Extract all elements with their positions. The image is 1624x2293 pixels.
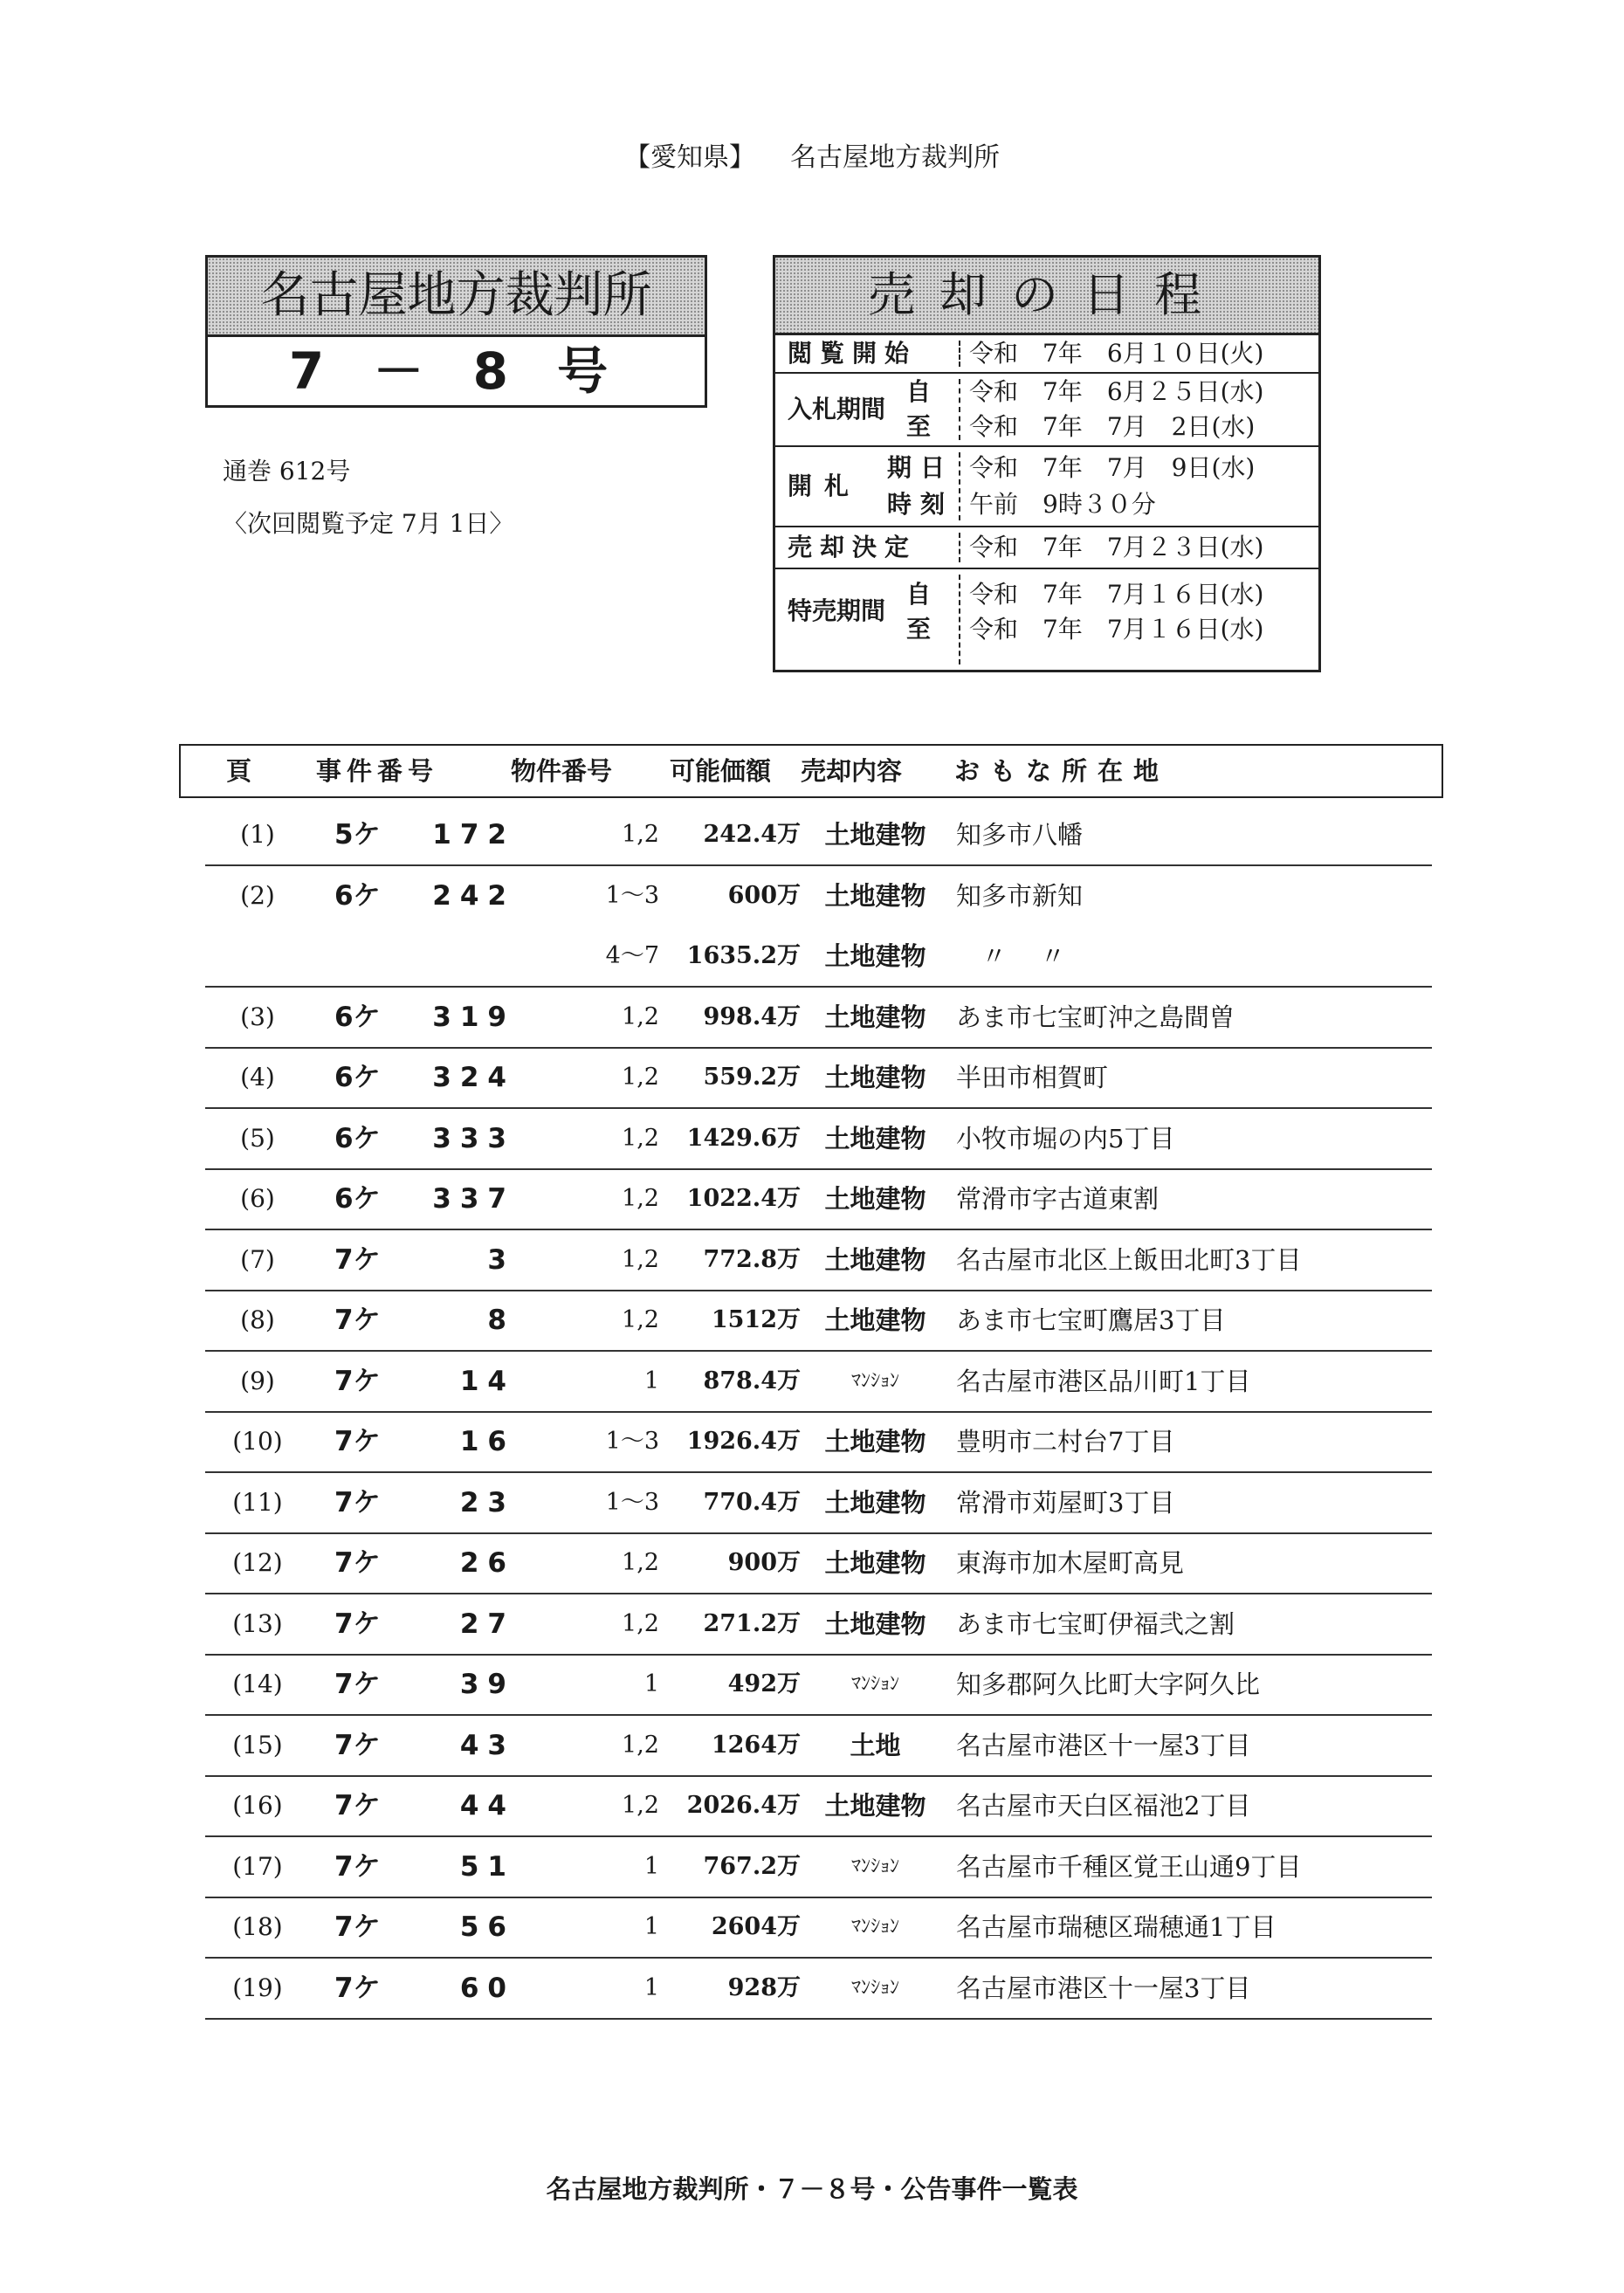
row-price: 1429.6万 <box>686 1125 801 1152</box>
row-case-number: 333 <box>432 1123 515 1154</box>
row-sale-content: 土地建物 <box>824 1791 926 1821</box>
row-sale-content: 土地建物 <box>824 1124 926 1153</box>
schedule-row-opening <box>775 447 1318 527</box>
opening-date: 令和 7年 7月 9日(水) <box>969 453 1256 482</box>
row-sale-content: ﾏﾝｼｮﾝ <box>850 1916 899 1938</box>
row-sale-content: ﾏﾝｼｮﾝ <box>850 1977 899 1999</box>
row-page: (3) <box>240 1002 275 1031</box>
row-case-number: 43 <box>459 1730 515 1761</box>
row-item-number: 1,2 <box>622 1549 659 1576</box>
row-page: (18) <box>232 1912 283 1941</box>
sale-decision-date: 令和 7年 7月２３日(水) <box>969 533 1264 561</box>
table-row <box>205 1352 1432 1413</box>
row-price: 878.4万 <box>703 1367 801 1394</box>
row-item-number: 1,2 <box>622 1306 659 1333</box>
row-location: 名古屋市千種区覚王山通9丁目 <box>956 1852 1302 1882</box>
row-price: 900万 <box>727 1549 801 1576</box>
table-row <box>205 1473 1432 1534</box>
row-case-year: 7ケ <box>334 1911 381 1943</box>
row-location: 知多市八幡 <box>956 820 1084 850</box>
schedule-row-view-start <box>775 335 1318 374</box>
court-name: 名古屋地方裁判所 <box>208 258 705 337</box>
row-case-year: 7ケ <box>334 1608 381 1640</box>
from-label: 自 <box>906 377 932 406</box>
table-row <box>205 1109 1432 1170</box>
row-item-number: 1,2 <box>622 1246 659 1273</box>
row-case-year: 5ケ <box>334 819 381 850</box>
row-item-number: 1 <box>643 1974 659 2001</box>
row-location: 名古屋市瑞穂区瑞穂通1丁目 <box>956 1912 1276 1942</box>
row-price: 600万 <box>727 882 801 909</box>
row-page: (16) <box>232 1791 283 1820</box>
row-location: あま市七宝町沖之島間曽 <box>956 1002 1235 1032</box>
table-row <box>205 866 1432 927</box>
special-sale-to: 令和 7年 7月１６日(水) <box>969 615 1264 644</box>
sale-schedule-box <box>773 255 1321 672</box>
row-case-year: 6ケ <box>334 1183 381 1215</box>
table-row <box>205 988 1432 1049</box>
row-item-number: 1,2 <box>622 1125 659 1152</box>
row-sale-content: 土地建物 <box>824 1609 926 1639</box>
bid-period-from: 令和 7年 6月２５日(水) <box>969 377 1264 406</box>
row-price: 242.4万 <box>703 821 801 848</box>
row-page: (2) <box>240 881 275 910</box>
row-case-number: 337 <box>432 1183 515 1215</box>
header-sale-content: 売却内容 <box>801 756 903 786</box>
prefecture-label: 【愛知県】 <box>624 142 755 173</box>
row-page: (14) <box>232 1670 283 1698</box>
row-item-number: 1 <box>643 1670 659 1697</box>
schedule-label: 売却決定 <box>788 533 918 561</box>
row-page: (11) <box>232 1488 283 1517</box>
row-case-number: 242 <box>432 880 515 912</box>
row-case-number: 23 <box>459 1487 515 1518</box>
from-label: 自 <box>906 580 932 609</box>
row-item-number: 1〜3 <box>605 882 659 909</box>
row-item-number: 1,2 <box>622 1792 659 1819</box>
schedule-row-bid-period <box>775 374 1318 447</box>
row-case-year: 7ケ <box>334 1851 381 1883</box>
row-case-number: 39 <box>459 1669 515 1700</box>
row-case-number: 44 <box>459 1790 515 1821</box>
row-case-year: 7ケ <box>334 1244 381 1276</box>
table-row <box>205 1048 1432 1109</box>
row-price: 1926.4万 <box>686 1428 801 1455</box>
row-page: (9) <box>240 1367 275 1395</box>
row-case-number: 3 <box>487 1244 515 1276</box>
row-price: 2026.4万 <box>686 1792 801 1819</box>
row-case-number: 172 <box>432 819 515 850</box>
table-row <box>205 1291 1432 1352</box>
row-price: 1022.4万 <box>686 1185 801 1212</box>
table-row <box>205 1169 1432 1230</box>
row-sale-content: 土地建物 <box>824 881 926 911</box>
next-viewing-date: 〈次回閲覧予定 7月 1日〉 <box>223 509 514 538</box>
row-case-year: 6ケ <box>334 1002 381 1033</box>
table-row <box>205 1837 1432 1898</box>
row-item-number: 1,2 <box>622 821 659 848</box>
row-sale-content: ﾏﾝｼｮﾝ <box>850 1673 899 1695</box>
row-case-number: 324 <box>432 1062 515 1093</box>
row-price: 998.4万 <box>703 1003 801 1030</box>
row-case-year: 7ケ <box>334 1669 381 1700</box>
court-issue-box <box>205 255 707 408</box>
row-location: 名古屋市北区上飯田北町3丁目 <box>956 1245 1302 1275</box>
row-location: 知多郡阿久比町大字阿久比 <box>956 1670 1261 1699</box>
table-header <box>179 744 1443 798</box>
row-location: 常滑市苅屋町3丁目 <box>956 1488 1175 1518</box>
date-label: 期日 <box>887 453 954 482</box>
row-sale-content: 土地 <box>850 1731 901 1760</box>
row-location: 知多市新知 <box>956 881 1084 911</box>
row-sale-content: 土地建物 <box>824 820 926 850</box>
row-sale-content: ﾏﾝｼｮﾝ <box>850 1856 899 1877</box>
row-case-number: 14 <box>459 1366 515 1397</box>
row-location: あま市七宝町鷹居3丁目 <box>956 1305 1226 1335</box>
header-item-number: 物件番号 <box>511 756 613 786</box>
row-location: あま市七宝町伊福弐之割 <box>956 1609 1235 1639</box>
row-case-year: 7ケ <box>334 1547 381 1579</box>
row-case-year: 7ケ <box>334 1730 381 1761</box>
row-page: (7) <box>240 1245 275 1274</box>
row-sale-content: ﾏﾝｼｮﾝ <box>850 1370 899 1392</box>
row-location: 半田市相賀町 <box>956 1063 1109 1092</box>
row-sale-content: 土地建物 <box>824 1305 926 1335</box>
header-page: 頁 <box>226 756 252 786</box>
row-case-number: 319 <box>432 1002 515 1033</box>
row-case-number: 56 <box>459 1911 515 1943</box>
court-label: 名古屋地方裁判所 <box>790 142 1000 173</box>
row-page: (15) <box>232 1731 283 1759</box>
time-label: 時刻 <box>887 490 954 519</box>
row-case-number: 8 <box>487 1305 515 1336</box>
row-page: (19) <box>232 1973 283 2002</box>
table-row <box>205 926 1432 988</box>
row-case-year: 6ケ <box>334 1123 381 1154</box>
schedule-row-sale-decision <box>775 527 1318 569</box>
issue-number: 7 － 8 号 <box>288 341 624 401</box>
document-header <box>0 135 1624 174</box>
row-price: 2604万 <box>711 1913 801 1940</box>
row-item-number: 1,2 <box>622 1185 659 1212</box>
schedule-row-special-sale <box>775 569 1318 670</box>
row-item-number: 1 <box>643 1367 659 1394</box>
row-case-year: 7ケ <box>334 1973 381 2004</box>
row-item-number: 4〜7 <box>605 942 659 969</box>
table-row <box>205 1655 1432 1716</box>
row-page: (13) <box>232 1609 283 1638</box>
table-row <box>205 1776 1432 1837</box>
schedule-title: 売却の日程 <box>775 258 1318 335</box>
table-row <box>205 1230 1432 1291</box>
row-page: (4) <box>240 1063 275 1091</box>
row-case-number: 27 <box>459 1608 515 1640</box>
row-page: (10) <box>232 1427 283 1456</box>
schedule-label: 閲覧開始 <box>788 339 918 368</box>
schedule-value: 令和 7年 6月１０日(火) <box>969 339 1264 368</box>
row-case-year: 6ケ <box>334 880 381 912</box>
row-page: (1) <box>240 820 275 849</box>
row-case-year: 7ケ <box>334 1487 381 1518</box>
row-case-year: 6ケ <box>334 1062 381 1093</box>
volume-number: 通巻 612号 <box>223 457 351 485</box>
table-row <box>205 1959 1432 2020</box>
row-price: 1264万 <box>711 1732 801 1759</box>
row-item-number: 1,2 <box>622 1064 659 1091</box>
row-item-number: 1 <box>643 1913 659 1940</box>
row-price: 1512万 <box>711 1306 801 1333</box>
row-sale-content: 土地建物 <box>824 1245 926 1275</box>
row-sale-content: 土地建物 <box>824 1063 926 1092</box>
row-item-number: 1,2 <box>622 1610 659 1637</box>
bid-period-to: 令和 7年 7月 2日(水) <box>969 412 1256 441</box>
row-sale-content: 土地建物 <box>824 941 926 971</box>
row-page: (5) <box>240 1124 275 1153</box>
table-row <box>205 1594 1432 1656</box>
row-price: 1635.2万 <box>686 942 801 969</box>
row-location: 〃 〃 <box>956 941 1066 971</box>
row-price: 271.2万 <box>703 1610 801 1637</box>
row-page: (12) <box>232 1548 283 1577</box>
row-item-number: 1 <box>643 1853 659 1880</box>
row-sale-content: 土地建物 <box>824 1488 926 1518</box>
row-price: 559.2万 <box>703 1064 801 1091</box>
header-case-number: 事件番号 <box>316 756 439 786</box>
special-sale-from: 令和 7年 7月１６日(水) <box>969 580 1264 609</box>
row-case-number: 16 <box>459 1426 515 1457</box>
row-sale-content: 土地建物 <box>824 1184 926 1214</box>
row-page: (8) <box>240 1305 275 1334</box>
row-page: (17) <box>232 1852 283 1881</box>
row-sale-content: 土地建物 <box>824 1427 926 1456</box>
row-price: 767.2万 <box>703 1853 801 1880</box>
row-case-number: 60 <box>459 1973 515 2004</box>
row-price: 492万 <box>727 1670 801 1697</box>
row-price: 928万 <box>727 1974 801 2001</box>
row-location: 豊明市二村台7丁目 <box>956 1427 1175 1456</box>
opening-time: 午前 9時３０分 <box>969 490 1156 519</box>
header-location: おもな所在地 <box>954 756 1170 786</box>
row-item-number: 1〜3 <box>605 1428 659 1455</box>
row-sale-content: 土地建物 <box>824 1548 926 1578</box>
row-location: 名古屋市港区品川町1丁目 <box>956 1367 1251 1396</box>
row-item-number: 1,2 <box>622 1732 659 1759</box>
table-row <box>205 1533 1432 1594</box>
table-row <box>205 1412 1432 1473</box>
row-case-number: 51 <box>459 1851 515 1883</box>
table-row <box>205 805 1432 866</box>
table-row <box>205 1716 1432 1777</box>
row-price: 770.4万 <box>703 1489 801 1516</box>
row-case-number: 26 <box>459 1547 515 1579</box>
row-item-number: 1〜3 <box>605 1489 659 1516</box>
row-sale-content: 土地建物 <box>824 1002 926 1032</box>
row-location: 常滑市字古道東割 <box>956 1184 1160 1214</box>
row-case-year: 7ケ <box>334 1366 381 1397</box>
row-page: (6) <box>240 1184 275 1213</box>
row-price: 772.8万 <box>703 1246 801 1273</box>
row-location: 小牧市堀の内5丁目 <box>956 1124 1175 1153</box>
row-case-year: 7ケ <box>334 1305 381 1336</box>
row-location: 東海市加木屋町高見 <box>956 1548 1185 1578</box>
header-price: 可能価額 <box>670 756 772 786</box>
table-row <box>205 1897 1432 1959</box>
row-location: 名古屋市港区十一屋3丁目 <box>956 1731 1251 1760</box>
row-case-year: 7ケ <box>334 1790 381 1821</box>
row-case-year: 7ケ <box>334 1426 381 1457</box>
row-location: 名古屋市天白区福池2丁目 <box>956 1791 1251 1821</box>
schedule-label: 入札期間 <box>788 395 886 423</box>
row-location: 名古屋市港区十一屋3丁目 <box>956 1973 1251 2003</box>
to-label: 至 <box>906 412 932 441</box>
page-footer: 名古屋地方裁判所・７－８号・公告事件一覧表 <box>546 2174 1078 2204</box>
row-item-number: 1,2 <box>622 1003 659 1030</box>
to-label: 至 <box>906 615 932 644</box>
schedule-label: 特売期間 <box>788 596 886 625</box>
schedule-label: 開札 <box>788 472 862 500</box>
